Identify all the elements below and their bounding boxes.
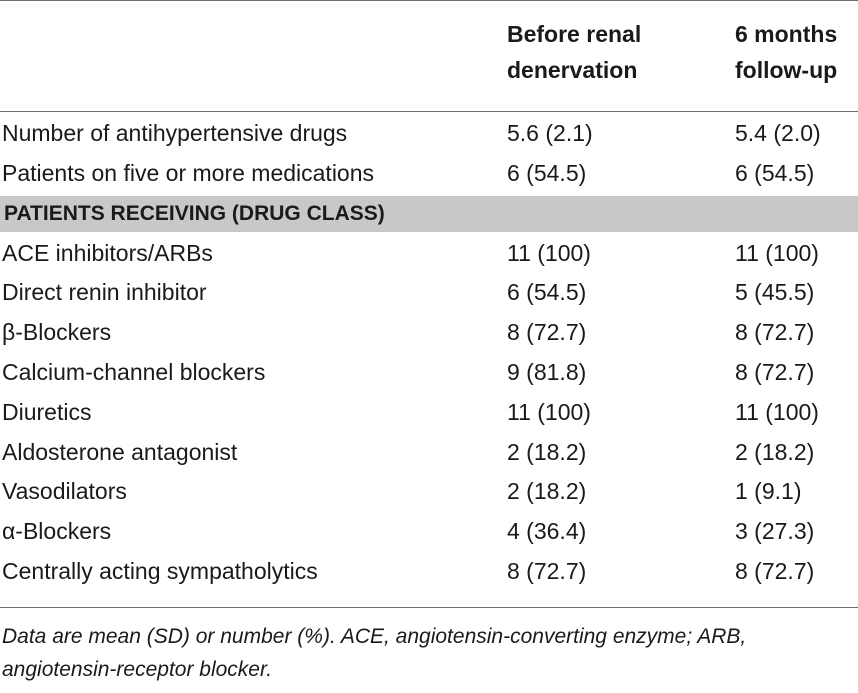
row-after: 5 (45.5) bbox=[735, 279, 815, 306]
row-after: 5.4 (2.0) bbox=[735, 120, 821, 146]
row-before: 6 (54.5) bbox=[507, 279, 587, 306]
table-header bbox=[0, 0, 858, 111]
table-row bbox=[0, 114, 858, 154]
row-label: α-Blockers bbox=[2, 518, 112, 545]
table-row bbox=[0, 512, 858, 552]
table-row bbox=[0, 154, 858, 194]
row-after: 11 (100) bbox=[735, 239, 819, 266]
row-before: 6 (54.5) bbox=[507, 159, 587, 186]
row-after: 11 (100) bbox=[735, 398, 819, 425]
header-after-line1: 6 months bbox=[735, 21, 838, 47]
row-before: 9 (81.8) bbox=[507, 358, 587, 385]
table-footnote: Data are mean (SD) or number (%). ACE, angiotensin-converting enzyme; ARB, angiotensin-receptor blocker. bbox=[2, 625, 747, 681]
section-label: PATIENTS RECEIVING (DRUG CLASS) bbox=[4, 201, 385, 225]
row-label: Direct renin inhibitor bbox=[2, 279, 207, 306]
row-before: 8 (72.7) bbox=[507, 319, 587, 346]
row-label: ACE inhibitors/ARBs bbox=[2, 239, 213, 266]
header-before-line1: Before renal bbox=[507, 21, 642, 47]
table-row bbox=[0, 472, 858, 512]
header-rule bbox=[0, 111, 858, 112]
row-after: 6 (54.5) bbox=[735, 159, 815, 186]
section-header bbox=[0, 196, 858, 232]
row-after: 2 (18.2) bbox=[735, 438, 815, 465]
table-row bbox=[0, 353, 858, 393]
row-before: 11 (100) bbox=[507, 398, 591, 425]
row-after: 3 (27.3) bbox=[735, 518, 815, 545]
row-after: 8 (72.7) bbox=[735, 358, 815, 385]
row-after: 8 (72.7) bbox=[735, 319, 815, 346]
row-before: 4 (36.4) bbox=[507, 518, 587, 545]
header-before bbox=[507, 16, 641, 88]
row-after: 8 (72.7) bbox=[735, 557, 815, 584]
table-row bbox=[0, 552, 858, 592]
row-label: Vasodilators bbox=[2, 478, 127, 505]
row-label: Patients on five or more medications bbox=[2, 159, 375, 186]
row-label: Number of antihypertensive drugs bbox=[2, 120, 348, 146]
table-body bbox=[0, 114, 858, 592]
row-label: Aldosterone antagonist bbox=[2, 438, 238, 465]
row-before: 5.6 (2.1) bbox=[507, 120, 593, 146]
row-after: 1 (9.1) bbox=[735, 478, 802, 505]
table-row bbox=[0, 393, 858, 433]
header-before-line2: denervation bbox=[507, 57, 638, 83]
row-label: β-Blockers bbox=[2, 319, 112, 346]
table-row bbox=[0, 273, 858, 313]
row-before: 11 (100) bbox=[507, 239, 591, 266]
row-before: 2 (18.2) bbox=[507, 438, 587, 465]
header-after-line2: follow-up bbox=[735, 57, 838, 83]
table-row bbox=[0, 234, 858, 274]
header-after bbox=[735, 16, 837, 88]
row-label: Calcium-channel blockers bbox=[2, 358, 266, 385]
table-row bbox=[0, 433, 858, 473]
row-before: 2 (18.2) bbox=[507, 478, 587, 505]
bottom-rule bbox=[0, 607, 858, 608]
row-before: 8 (72.7) bbox=[507, 557, 587, 584]
table-row bbox=[0, 313, 858, 353]
row-label: Centrally acting sympatholytics bbox=[2, 557, 318, 584]
row-label: Diuretics bbox=[2, 398, 92, 425]
